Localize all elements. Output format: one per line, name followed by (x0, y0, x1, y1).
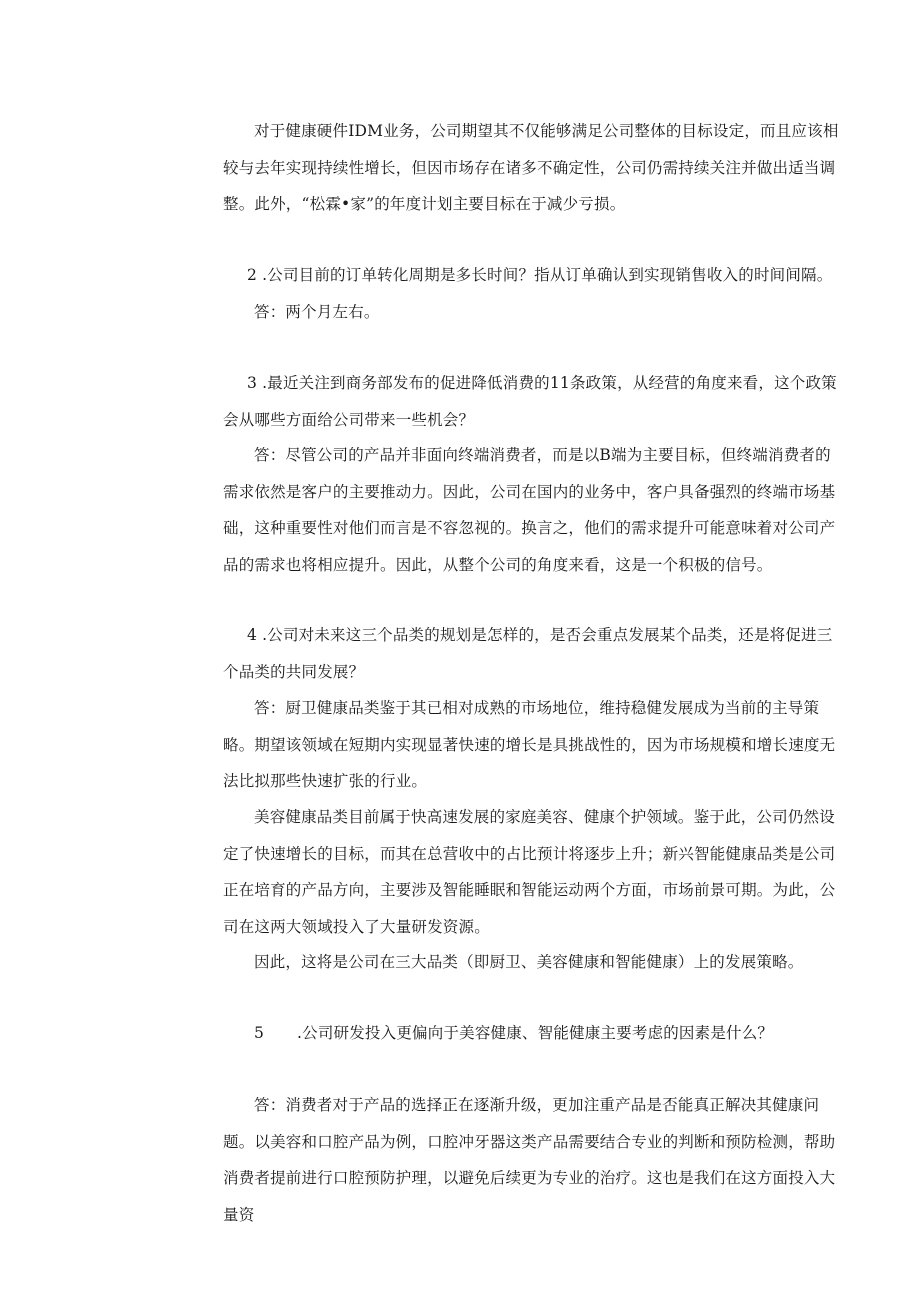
answer-4-paragraph-2: 美容健康品类目前属于快高速发展的家庭美容、健康个护领域。鉴于此，公司仍然设定了快速增长的目标，而其在总营收中的占比预计将逐步上升；新兴智能健康品类是公司正在培育的产品方向，主要涉及智能睡眠和智能运动两个方面，市场前景可期。为此，公司在这两大领域投入了大量研发资源。 (223, 808, 836, 936)
answer-3: 答：尽管公司的产品并非面向终端消费者，而是以B端为主要目标，但终端消费者的需求依然是客户的主要推动力。因此，公司在国内的业务中，客户具备强烈的终端市场基础，这种重要性对他们而言是不容忽视的。换言之，他们的需求提升可能意味着对公司产品的需求也将相应提升。因此，从整个公司的角度来看，这是一个积极的信号。 (223, 446, 836, 574)
question-4-number: 4 (246, 626, 257, 644)
question-3-number: 3 (246, 374, 257, 392)
answer-4-paragraph-3: 因此，这将是公司在三大品类（即厨卫、美容健康和智能健康）上的发展策略。 (254, 953, 804, 971)
question-2-text: .公司目前的订单转化周期是多长时间？指从订单确认到实现销售收入的时间间隔。 (257, 266, 833, 284)
question-2 (223, 257, 843, 294)
question-5-text: .公司研发投入更偏向于美容健康、智能健康主要考虑的因素是什么？ (297, 1024, 774, 1042)
question-5 (223, 1015, 843, 1052)
question-3 (223, 365, 843, 438)
intro-paragraph: 对于健康硬件IDM业务，公司期望其不仅能够满足公司整体的目标设定，而且应该相较与去年实现持续性增长，但因市场存在诸多不确定性，公司仍需持续关注并做出适当调整。此外，“松霖•家”的年度计划主要目标在于减少亏损。 (223, 122, 839, 213)
question-5-number: 5 (254, 1024, 265, 1042)
question-4-text: .公司对未来这三个品类的规划是怎样的，是否会重点发展某个品类，还是将促进三个品类的共同发展？ (223, 626, 833, 681)
question-4 (223, 617, 843, 690)
question-2-number: 2 (246, 266, 257, 284)
answer-4: 答：厨卫健康品类鉴于其已相对成熟的市场地位，维持稳健发展成为当前的主导策略。期望该领域在短期内实现显著快速的增长是具挑战性的，因为市场规模和增长速度无法比拟那些快速扩张的行业。 (223, 699, 836, 790)
answer-5: 答：消费者对于产品的选择正在逐渐升级，更加注重产品是否能真正解决其健康问题。以美容和口腔产品为例，口腔冲牙器这类产品需要结合专业的判断和预防检测，帮助消费者提前进行口腔预防护理，以避免后续更为专业的治疗。这也是我们在这方面投入大量资 (223, 1096, 836, 1224)
question-3-text: .最近关注到商务部发布的促进降低消费的11条政策，从经营的角度来看，这个政策会从哪些方面给公司带来一些机会？ (223, 374, 837, 429)
answer-2: 答：两个月左右。 (254, 303, 380, 321)
